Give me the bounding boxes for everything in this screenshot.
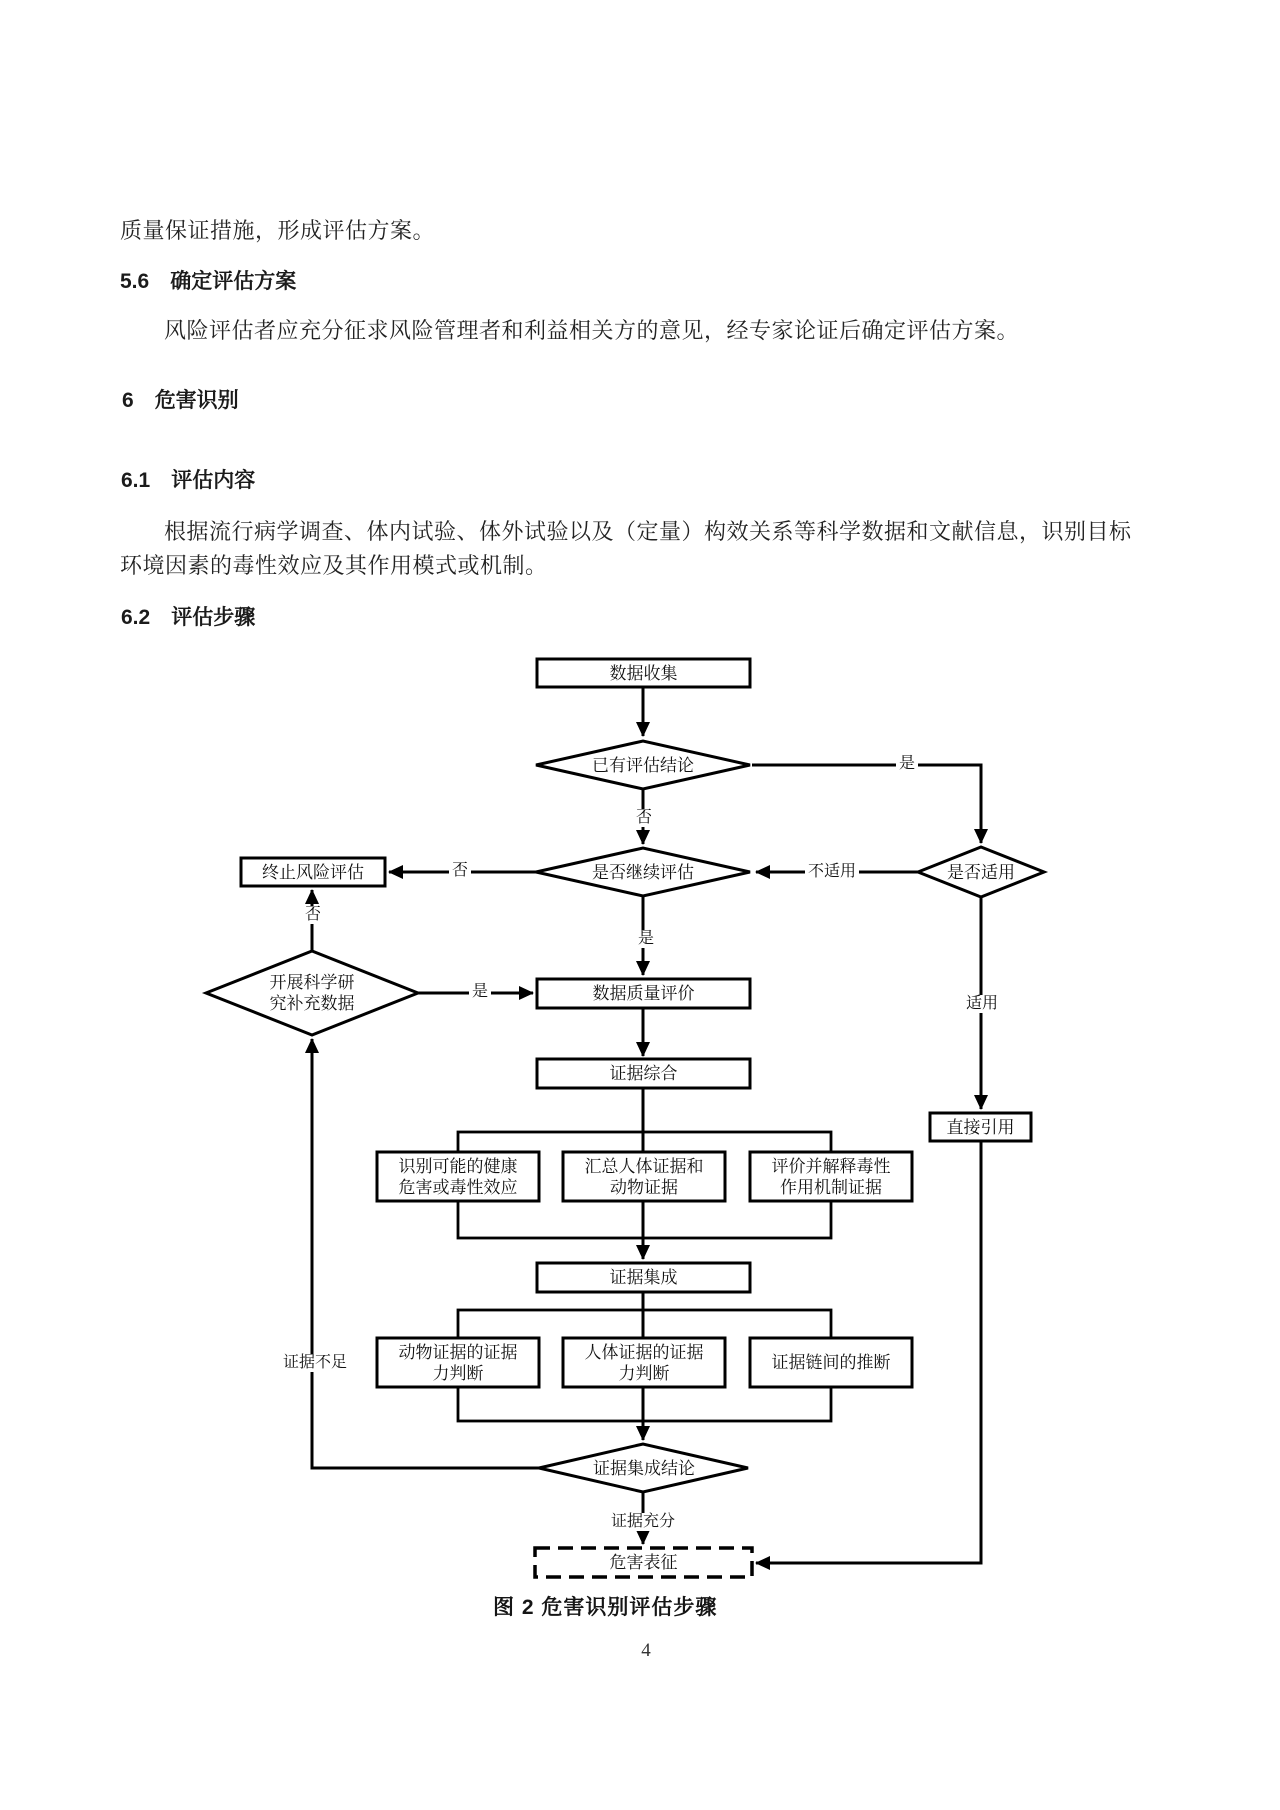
node-diamond-applicable	[918, 847, 1044, 897]
node-box-terminate	[241, 858, 385, 886]
edge-label-evidence-insufficient: 证据不足	[280, 1354, 350, 1372]
heading-5-6-title: 确定评估方案	[170, 270, 297, 293]
node-label-terminate: 终止风险评估	[262, 862, 364, 882]
node-label-data-collection: 数据收集	[609, 663, 678, 683]
node-diamond-supplement-research	[206, 951, 418, 1035]
figure-caption: 图 2 危害识别评估步骤	[493, 1596, 718, 1619]
node-box-data-collection	[537, 659, 750, 687]
edge-insufficient-to-research	[312, 1039, 539, 1468]
heading-6-number: 6	[122, 389, 134, 412]
heading-5-6-number: 5.6	[120, 270, 150, 293]
node-box-human-strength	[563, 1338, 725, 1387]
edge-label-yes-top: 是	[896, 755, 918, 773]
node-label-data-quality: 数据质量评价	[592, 984, 695, 1003]
node-label-chain-inference: 证据链间的推断	[771, 1353, 891, 1372]
edge-conclusion-yes-to-applicable	[752, 765, 981, 843]
node-label-existing-conclusion: 已有评估结论	[592, 755, 694, 775]
paragraph-6-1-line2: 环境因素的毒性效应及其作用模式或机制。	[120, 553, 548, 578]
edge-label-not-applicable: 不适用	[805, 863, 859, 881]
node-box-hazard-characterization	[535, 1548, 752, 1577]
continuation-paragraph: 质量保证措施，形成评估方案。	[120, 218, 436, 243]
heading-6-1-title: 评估内容	[171, 469, 256, 492]
edge-label-no-research: 否	[302, 906, 324, 924]
heading-6-title: 危害识别	[154, 389, 239, 412]
node-label-applicable: 是否适用	[947, 862, 1015, 882]
edge-label-evidence-sufficient: 证据充分	[608, 1513, 678, 1531]
node-label-evidence-synthesis: 证据综合	[609, 1064, 678, 1083]
edge-label-yes-research: 是	[469, 983, 491, 1001]
heading-6-2-number: 6.2	[121, 606, 151, 629]
node-label-direct-citation: 直接引用	[946, 1117, 1015, 1137]
node-label-animal-strength: 动物证据的证据 力判断	[398, 1342, 518, 1383]
node-label-hazard-characterization: 危害表征	[609, 1553, 678, 1572]
node-box-identify-hazard	[377, 1152, 539, 1201]
node-label-evaluate-mechanism: 评价并解释毒性 作用机制证据	[771, 1156, 891, 1197]
node-label-integration-conclusion: 证据集成结论	[593, 1458, 695, 1478]
edge-label-applicable: 适用	[963, 995, 1001, 1013]
edge-label-yes-continue: 是	[635, 930, 657, 948]
node-label-evidence-integration: 证据集成	[609, 1268, 678, 1287]
node-label-supplement-research: 开展科学研 究补充数据	[269, 973, 355, 1013]
edge-label-no-top: 否	[633, 809, 655, 827]
node-diamond-continue-assessment	[536, 848, 750, 896]
node-box-chain-inference	[750, 1338, 912, 1387]
node-diamond-existing-conclusion	[536, 741, 750, 789]
heading-6-1-number: 6.1	[121, 469, 151, 492]
node-box-summarize-evidence	[563, 1152, 725, 1201]
node-label-continue-assessment: 是否继续评估	[592, 862, 694, 882]
node-box-data-quality	[537, 979, 750, 1008]
paragraph-5-6: 风险评估者应充分征求风险管理者和利益相关方的意见，经专家论证后确定评估方案。	[164, 318, 1020, 343]
page-number: 4	[641, 1640, 651, 1661]
heading-6-2-title: 评估步骤	[171, 606, 256, 629]
node-label-identify-hazard: 识别可能的健康 危害或毒性效应	[398, 1156, 518, 1197]
paragraph-6-1-line1: 根据流行病学调查、体内试验、体外试验以及（定量）构效关系等科学数据和文献信息，识别目标	[164, 519, 1132, 544]
node-label-human-strength: 人体证据的证据 力判断	[584, 1342, 704, 1383]
node-box-animal-strength	[377, 1338, 539, 1387]
node-box-evidence-integration	[537, 1263, 750, 1292]
node-diamond-integration-conclusion	[539, 1444, 748, 1492]
node-box-direct-citation	[930, 1113, 1031, 1141]
node-label-summarize-evidence: 汇总人体证据和 动物证据	[584, 1156, 704, 1197]
node-box-evidence-synthesis	[537, 1059, 750, 1088]
node-box-evaluate-mechanism	[750, 1152, 912, 1201]
edge-label-no-continue: 否	[449, 862, 471, 880]
